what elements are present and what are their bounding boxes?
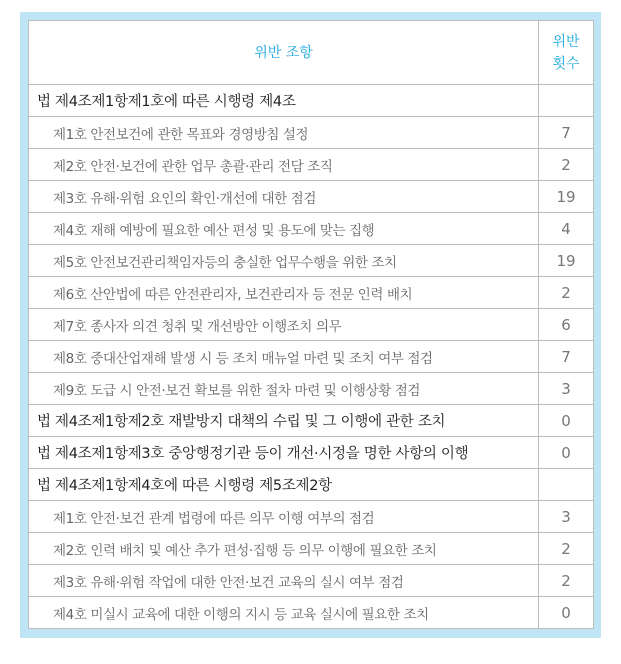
row-count: 19 [539,245,594,277]
header-article: 위반 조항 [29,21,539,85]
row-count: 3 [539,373,594,405]
row-count: 7 [539,341,594,373]
row-label: 제6호 산안법에 따른 안전관리자, 보건관리자 등 전문 인력 배치 [29,277,539,309]
row-count: 2 [539,277,594,309]
row-label: 제1호 안전·보건 관계 법령에 따른 의무 이행 여부의 점검 [29,501,539,533]
row-count: 0 [539,405,594,437]
category-row [29,85,594,117]
category-row [29,405,594,437]
row-label: 제2호 안전·보건에 관한 업무 총괄·관리 전담 조직 [29,149,539,181]
row-count: 2 [539,149,594,181]
header-count-line2: 횟수 [552,55,580,72]
table-row [29,181,594,213]
row-label: 법 제4조제1항제1호에 따른 시행령 제4조 [29,85,539,117]
row-label: 법 제4조제1항제2호 재발방지 대책의 수립 및 그 이행에 관한 조치 [29,405,539,437]
table-row [29,373,594,405]
table-header-row [29,21,594,85]
row-count: 19 [539,181,594,213]
row-label: 제4호 미실시 교육에 대한 이행의 지시 등 교육 실시에 필요한 조치 [29,597,539,629]
row-count: 2 [539,533,594,565]
row-label: 제4호 재해 예방에 필요한 예산 편성 및 용도에 맞는 집행 [29,213,539,245]
table-row [29,341,594,373]
table-row [29,501,594,533]
row-label: 제8호 중대산업재해 발생 시 등 조치 매뉴얼 마련 및 조치 여부 점검 [29,341,539,373]
row-label: 제5호 안전보건관리책임자등의 충실한 업무수행을 위한 조치 [29,245,539,277]
row-count: 6 [539,309,594,341]
row-label: 법 제4조제1항제3호 중앙행정기관 등이 개선·시정을 명한 사항의 이행 [29,437,539,469]
category-row [29,437,594,469]
table-row [29,533,594,565]
row-count [539,469,594,501]
table-row [29,149,594,181]
header-count [539,21,594,85]
header-count-line1: 위반 [552,33,580,50]
row-label: 제2호 인력 배치 및 예산 추가 편성·집행 등 의무 이행에 필요한 조치 [29,533,539,565]
row-label: 제1호 안전보건에 관한 목표와 경영방침 설정 [29,117,539,149]
row-count: 3 [539,501,594,533]
row-label: 제7호 종사자 의견 청취 및 개선방안 이행조치 의무 [29,309,539,341]
row-count: 0 [539,437,594,469]
row-label: 제3호 유해·위험 작업에 대한 안전·보건 교육의 실시 여부 점검 [29,565,539,597]
violation-table [28,20,594,629]
table-body [29,85,594,629]
row-count [539,85,594,117]
row-count: 0 [539,597,594,629]
row-count: 2 [539,565,594,597]
table-row [29,245,594,277]
row-label: 제9호 도급 시 안전·보건 확보를 위한 절차 마련 및 이행상황 점검 [29,373,539,405]
table-row [29,213,594,245]
table-row [29,277,594,309]
row-label: 제3호 유해·위험 요인의 확인·개선에 대한 점검 [29,181,539,213]
row-count: 4 [539,213,594,245]
table-row [29,117,594,149]
table-row [29,565,594,597]
category-row [29,469,594,501]
table-frame [20,12,601,638]
table-row [29,597,594,629]
row-label: 법 제4조제1항제4호에 따른 시행령 제5조제2항 [29,469,539,501]
row-count: 7 [539,117,594,149]
table-row [29,309,594,341]
